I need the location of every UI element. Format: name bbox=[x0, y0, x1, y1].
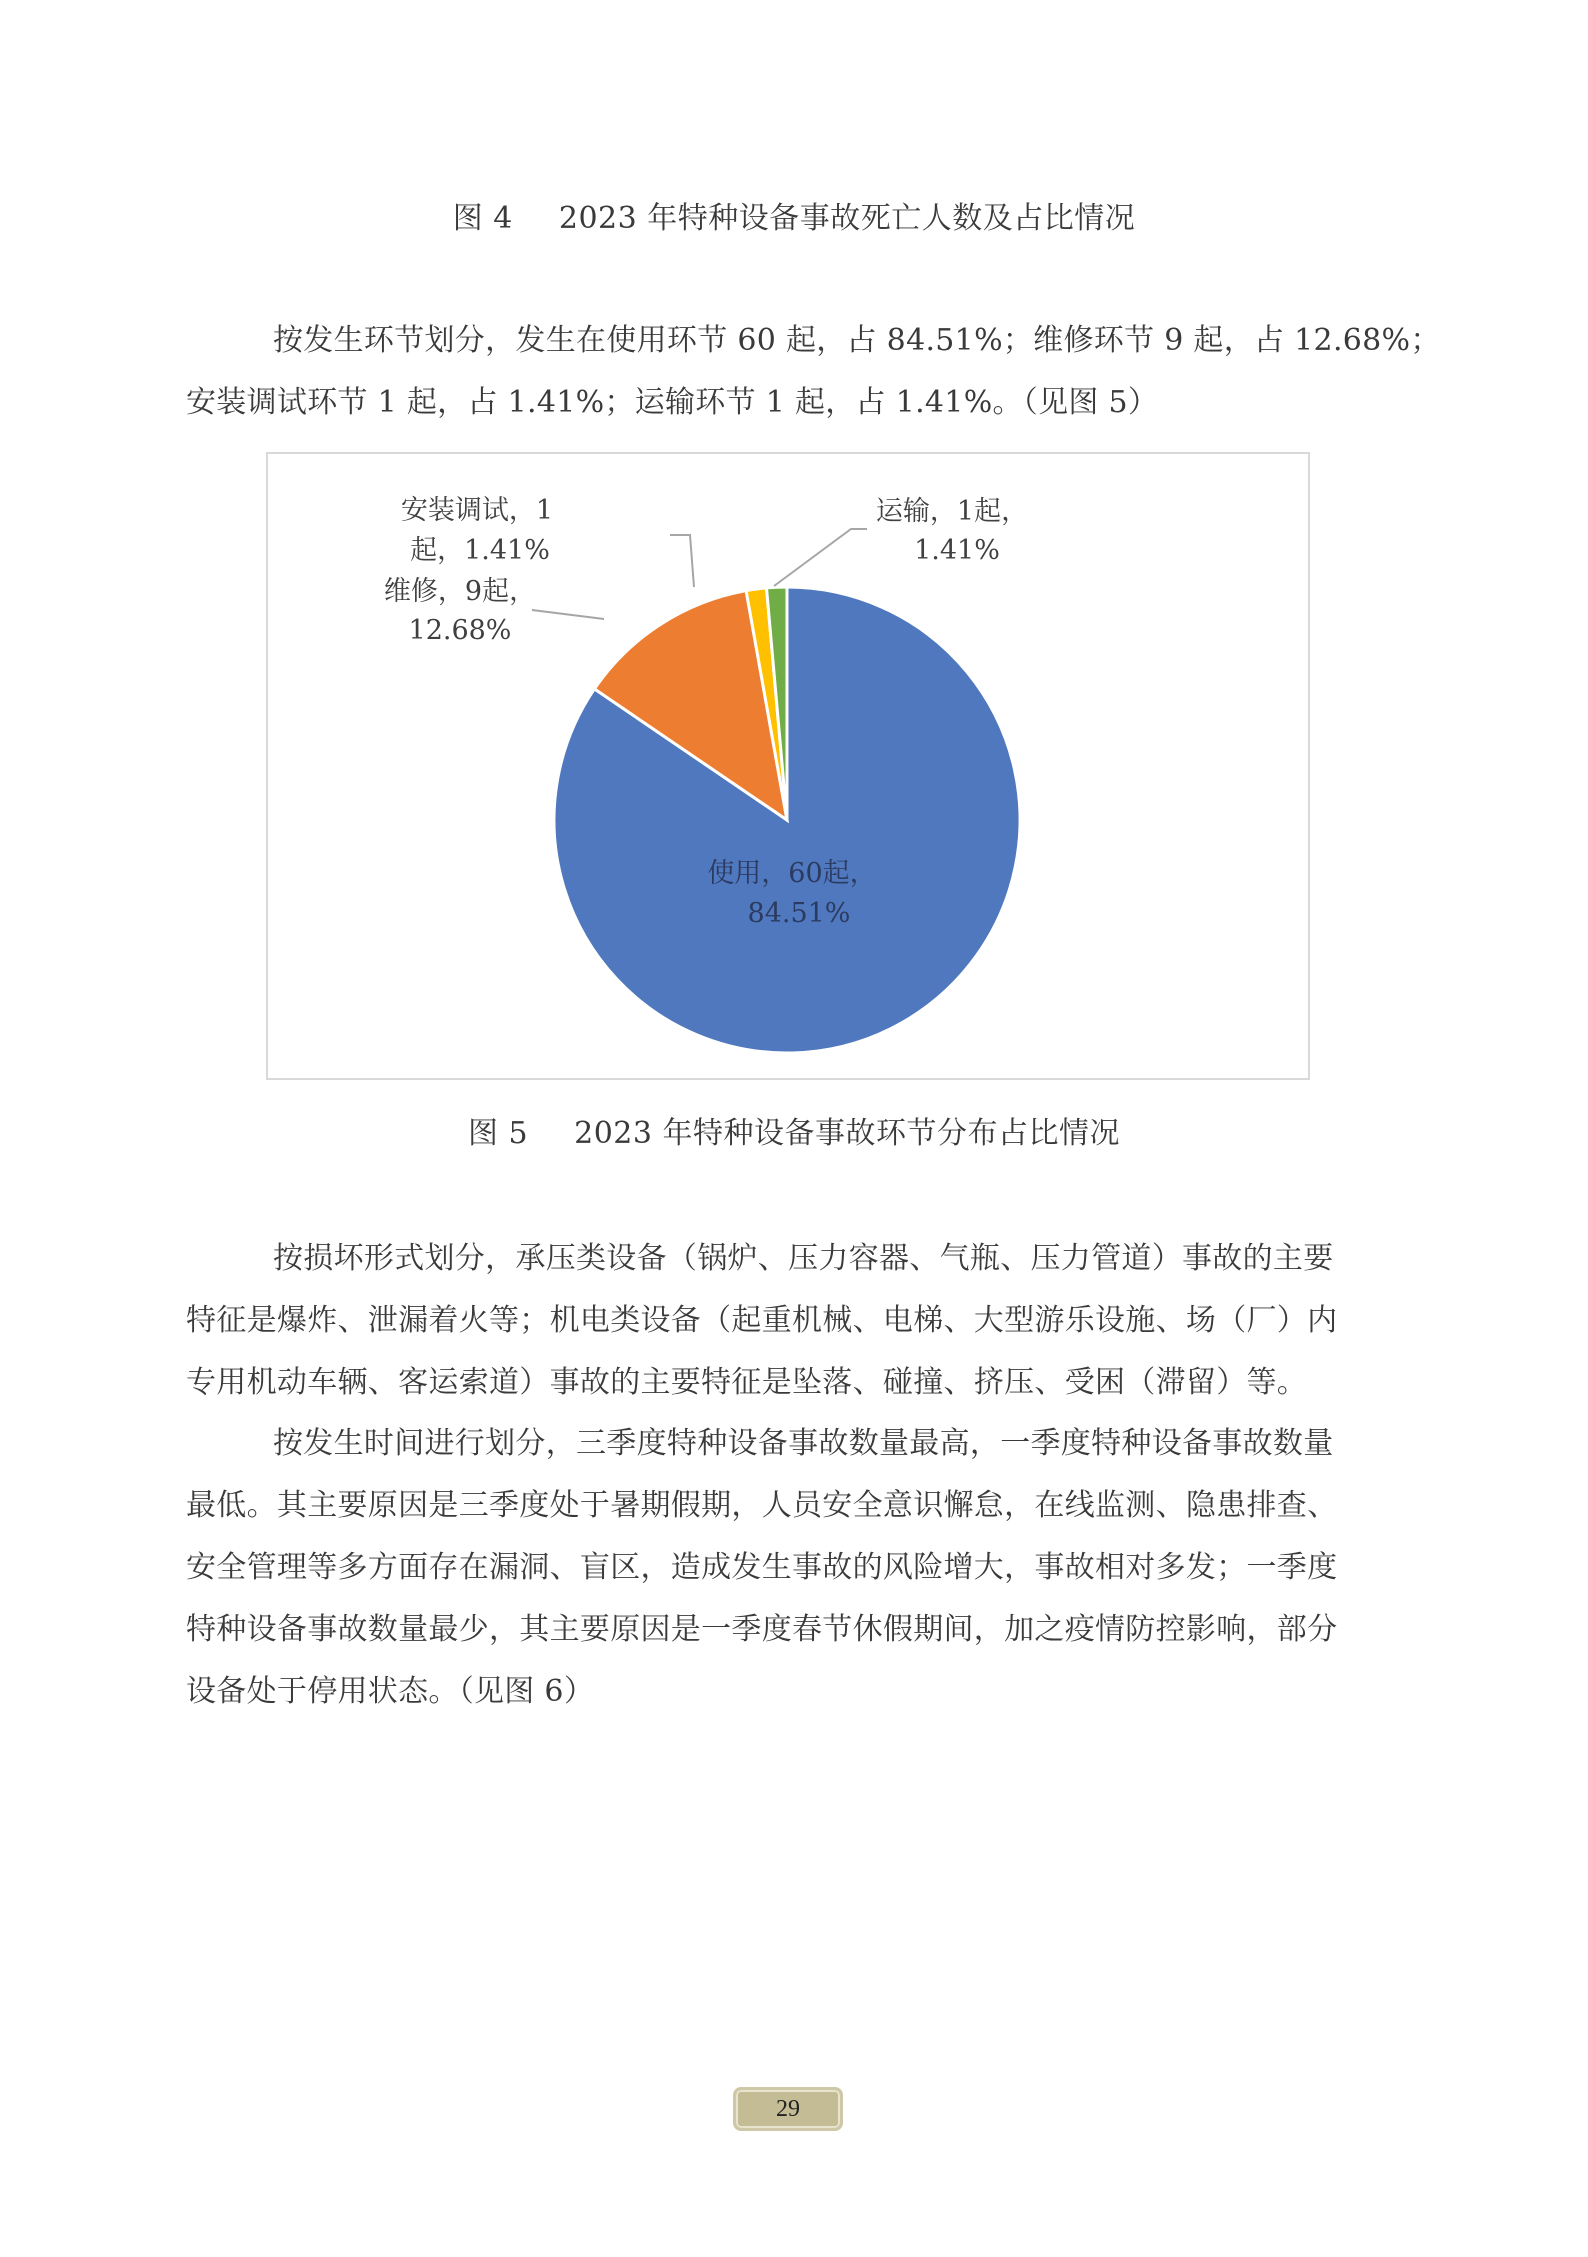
paragraph-line: 专用机动车辆、客运索道）事故的主要特征是坠落、碰撞、挤压、受困（滞留）等。 bbox=[186, 1365, 1308, 1400]
pie-chart-container bbox=[266, 452, 1310, 1080]
page-number: 29 bbox=[776, 2095, 800, 2122]
paragraph-line: 按损坏形式划分，承压类设备（锅炉、压力容器、气瓶、压力管道）事故的主要 bbox=[273, 1241, 1334, 1276]
figure-4-number: 图 4 bbox=[452, 201, 513, 236]
label-install-line2: 起，1.41% bbox=[410, 535, 550, 566]
figure-5-title: 2023 年特种设备事故环节分布占比情况 bbox=[574, 1116, 1120, 1151]
label-repair-line2: 12.68% bbox=[408, 615, 512, 646]
paragraph-damage-form bbox=[186, 1228, 1404, 1414]
label-repair-line1: 维修，9起， bbox=[383, 576, 537, 607]
label-use-line1: 使用，60起， bbox=[707, 858, 877, 889]
pie-chart bbox=[268, 454, 1312, 1082]
leader-line-repair bbox=[532, 610, 604, 619]
leader-line-transport bbox=[774, 529, 867, 586]
paragraph-stage-distribution bbox=[186, 310, 1441, 434]
leader-line-install bbox=[670, 535, 694, 587]
label-transport-line1: 运输，1起， bbox=[875, 496, 1029, 527]
paragraph-line: 按发生环节划分，发生在使用环节 60 起，占 84.51%；维修环节 9 起，占 12.68%； bbox=[273, 323, 1441, 358]
paragraph-line: 安装调试环节 1 起，占 1.41%；运输环节 1 起，占 1.41%。（见图 5） bbox=[186, 385, 1159, 420]
label-install-line1: 安装调试，1 bbox=[400, 495, 554, 526]
page-number-badge bbox=[733, 2087, 843, 2131]
paragraph-line: 特征是爆炸、泄漏着火等；机电类设备（起重机械、电梯、大型游乐设施、场（厂）内 bbox=[186, 1303, 1338, 1338]
figure-4-caption bbox=[0, 193, 1588, 237]
figure-4-title: 2023 年特种设备事故死亡人数及占比情况 bbox=[558, 201, 1136, 236]
label-transport-line2: 1.41% bbox=[914, 535, 1000, 566]
label-use-line2: 84.51% bbox=[747, 898, 851, 929]
paragraph-line: 安全管理等多方面存在漏洞、盲区，造成发生事故的风险增大，事故相对多发；一季度 bbox=[186, 1550, 1338, 1585]
paragraph-line: 特种设备事故数量最少，其主要原因是一季度春节休假期间，加之疫情防控影响，部分 bbox=[186, 1612, 1338, 1647]
paragraph-time-distribution bbox=[186, 1413, 1404, 1723]
paragraph-line: 按发生时间进行划分，三季度特种设备事故数量最高，一季度特种设备事故数量 bbox=[273, 1426, 1334, 1461]
figure-5-caption bbox=[0, 1108, 1588, 1152]
paragraph-line: 设备处于停用状态。（见图 6） bbox=[186, 1674, 595, 1709]
paragraph-line: 最低。其主要原因是三季度处于暑期假期，人员安全意识懈怠，在线监测、隐患排查、 bbox=[186, 1488, 1338, 1523]
figure-5-number: 图 5 bbox=[467, 1116, 529, 1151]
